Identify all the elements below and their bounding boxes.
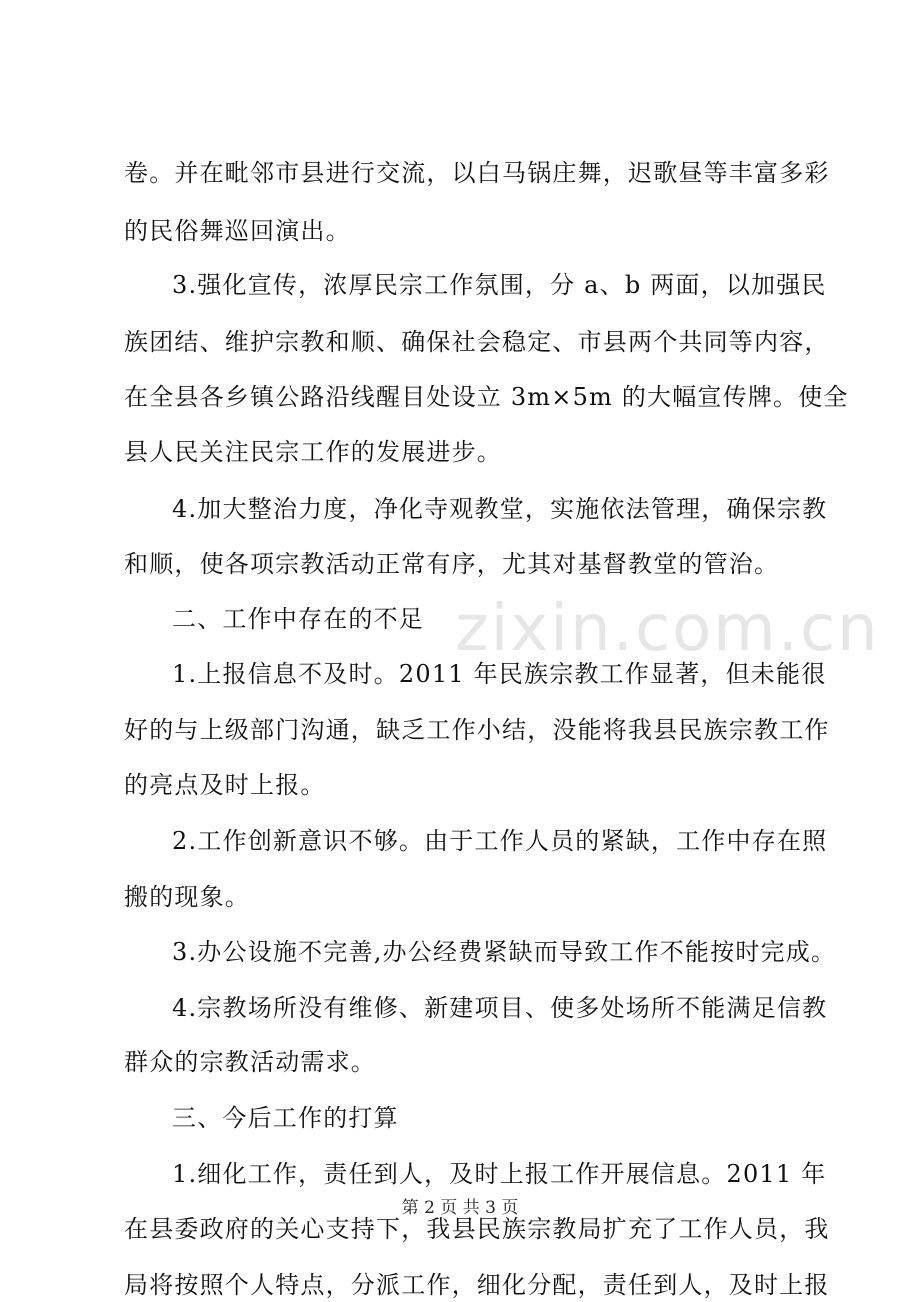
text-line-20: 在县委政府的关心支持下，我县民族宗教局扩充了工作人员，我	[124, 1215, 830, 1243]
text-line-8: 和顺，使各项宗教活动正常有序，尤其对基督教堂的管治。	[124, 550, 780, 578]
text-line-15: 3.办公设施不完善,办公经费紧缺而导致工作不能按时完成。	[172, 938, 837, 966]
section-heading-3: 三、今后工作的打算	[172, 1104, 399, 1132]
text-line-4: 族团结、维护宗教和顺、确保社会稳定、市县两个共同等内容，	[124, 328, 830, 356]
text-line-17: 群众的宗教活动需求。	[124, 1048, 376, 1076]
text-line-14: 搬的现象。	[124, 883, 250, 911]
text-line-10: 1.上报信息不及时。2011 年民族宗教工作显著，但未能很	[172, 660, 827, 688]
text-line-12: 的亮点及时上报。	[124, 771, 326, 799]
text-line-7: 4.加大整治力度，净化寺观教堂，实施依法管理，确保宗教	[172, 495, 828, 523]
page-number-footer: 第 2 页 共 3 页	[401, 1198, 519, 1218]
text-line-5: 在全县各乡镇公路沿线醒目处设立 3m×5m 的大幅宣传牌。使全	[124, 383, 849, 411]
text-line-2: 的民俗舞巡回演出。	[124, 217, 351, 245]
text-line-16: 4.宗教场所没有维修、新建项目、使多处场所不能满足信教	[172, 994, 828, 1022]
text-line-21: 局将按照个人特点，分派工作，细化分配，责任到人，及时上报	[124, 1271, 830, 1299]
watermark: zixin.com.cn	[455, 592, 880, 666]
section-heading-2: 二、工作中存在的不足	[172, 605, 424, 633]
text-line-19: 1.细化工作，责任到人，及时上报工作开展信息。2011 年	[172, 1160, 827, 1188]
text-line-3: 3.强化宣传，浓厚民宗工作氛围，分 a、b 两面，以加强民	[172, 271, 827, 299]
text-line-11: 好的与上级部门沟通，缺乏工作小结，没能将我县民族宗教工作	[124, 716, 830, 744]
text-line-1: 卷。并在毗邻市县进行交流，以白马锅庄舞，迟歌昼等丰富多彩	[124, 159, 830, 187]
text-line-6: 县人民关注民宗工作的发展进步。	[124, 438, 502, 466]
text-line-13: 2.工作创新意识不够。由于工作人员的紧缺，工作中存在照	[172, 827, 828, 855]
